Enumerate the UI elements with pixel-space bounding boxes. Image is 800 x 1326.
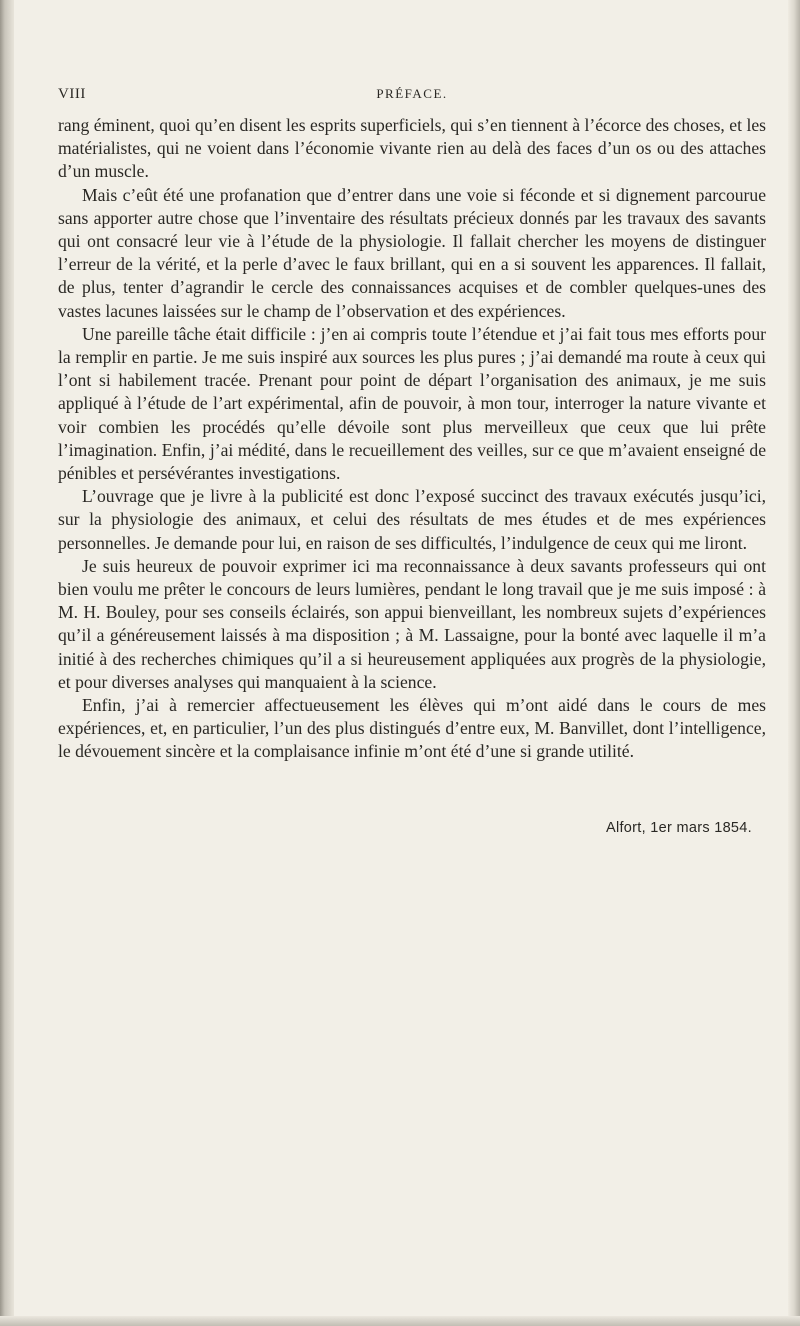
paragraph-5: Je suis heureux de pouvoir exprimer ici ma reconnaissance à deux savants professeurs qui ont bien voulu me prêter le concours de leurs lumières, pendant le long travail que je me suis imposé : à M. H. Bouley, pour ses conseils éclairés, son appui bienveillant, les nombreux sujets d’expériences qu’il a généreusement laissés à ma disposition ; à M. Lassaigne, pour la bonté avec laquelle il m’a initié à des recherches chimiques qu’il a si heureusement appliquées aux progrès de la physiologie, et pour diverses analyses qui manquaient à la science. bbox=[58, 555, 766, 692]
paragraph-4: L’ouvrage que je livre à la publicité est donc l’exposé succinct des travaux exécutés jusqu’ici, sur la physiologie des animaux, et celui des résultats de mes études et de mes expériences personnelles. Je demande pour lui, en raison de ses difficultés, l’indulgence de ceux qui me liront. bbox=[58, 486, 766, 553]
paragraph-3: Une pareille tâche était difficile : j’en ai compris toute l’étendue et j’ai fait tous mes efforts pour la remplir en partie. Je me suis inspiré aux sources les plus pures ; j’ai demandé ma route à ceux qui l’ont si habilement tracée. Prenant pour point de départ l’organisation des animaux, je me suis appliqué à l’étude de l’art expérimental, afin de pouvoir, à mon tour, interroger la nature vivante et voir combien les procédés qu’elle dévoile sont plus merveilleux que ceux que lui prête l’imagination. Enfin, j’ai médité, dans le recueillement des veilles, sur ce que m’avaient enseigné de pénibles et persévérantes investigations. bbox=[58, 323, 766, 484]
book-page bbox=[58, 86, 766, 836]
paragraph-2: Mais c’eût été une profanation que d’entrer dans une voie si féconde et si dignement parcourue sans apporter autre chose que l’inventaire des résultats précieux donnés par les travaux des savants qui ont consacré leur vie à l’étude de la physiologie. Il fallait chercher les moyens de distinguer l’erreur de la vérité, et la perle d’avec le faux brillant, qui en a si souvent les apparences. Il fallait, de plus, tenter d’agrandir le cercle des connaissances acquises et de combler quelques-unes des vastes lacunes laissées sur le champ de l’observation et des expériences. bbox=[58, 184, 766, 321]
scan-edge-right bbox=[788, 0, 800, 1326]
preface-body bbox=[58, 114, 766, 764]
scan-edge-left bbox=[0, 0, 14, 1326]
running-head: PRÉFACE. bbox=[376, 86, 448, 101]
paragraph-6: Enfin, j’ai à remercier affectueusement les élèves qui m’ont aidé dans le cours de mes expériences, et, en particulier, l’un des plus distingués d’entre eux, M. Banvillet, dont l’intelligence, le dévouement sincère et la complaisance infinie m’ont été d’une si grande utilité. bbox=[58, 695, 766, 762]
paragraph-1: rang éminent, quoi qu’en disent les esprits superficiels, qui s’en tiennent à l’écorce des choses, et les matérialistes, qui ne voient dans l’économie vivante rien au delà des faces d’un os ou des attaches d’un muscle. bbox=[58, 115, 766, 182]
scan-edge-bottom bbox=[0, 1316, 800, 1326]
page-header bbox=[58, 86, 766, 108]
page-number: VIII bbox=[58, 86, 86, 102]
signature-place-date: Alfort, 1er mars 1854. bbox=[605, 819, 752, 836]
